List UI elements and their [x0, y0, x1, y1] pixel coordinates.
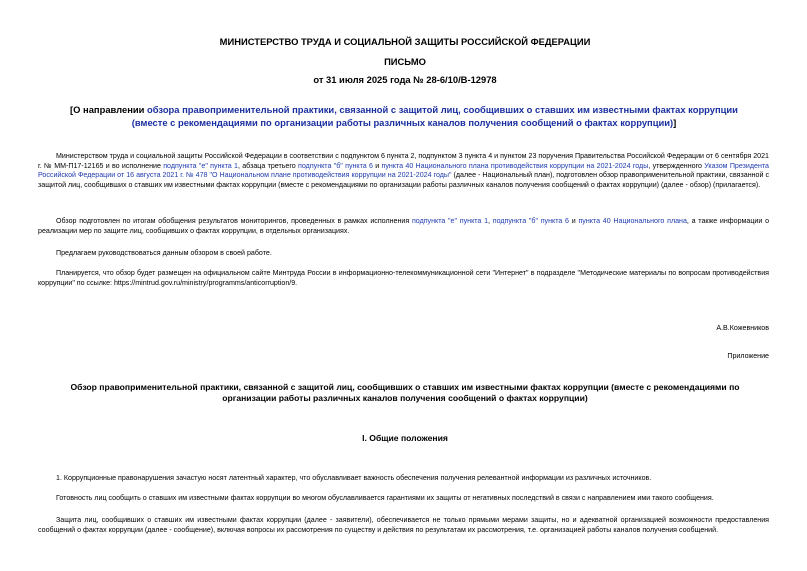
link-subpoint-b-point-6-b[interactable]: подпункта "б" пункта 6	[492, 217, 569, 225]
subject-line	[64, 104, 744, 129]
para1-text-1: Министерством труда и социальной защиты Российской Федерации в соответствии с подпунктом 6 пункта 2, подпунктом 3 пункта 4 и пунктом 23 поручения Правительства Российской Федерации от 6 сентября 2021 г. № ММ-П17-12165 и во исполнение	[38, 152, 769, 170]
review-title: Обзор правоприменительной практики, связанной с защитой лиц, сообщивших о ставших им известными фактах коррупции (вместе с рекомендациями по организации работы различных каналов получения сообщений о фактах коррупции)	[70, 382, 740, 404]
link-point-40-national-plan[interactable]: пункта 40 Национального плана противодействия коррупции на 2021-2024 годы	[381, 161, 649, 170]
paragraph-3: Предлагаем руководствоваться данным обзором в своей работе.	[56, 249, 272, 257]
paragraph-2	[38, 217, 769, 236]
paragraph-4: Планируется, что обзор будет размещен на официальном сайте Минтруда России в информационно-телекоммуникационной сети "Интернет" в подразделе "Методические материалы по вопросам противодействия коррупции" по ссылке: https://mintrud.gov.ru/ministry/programms/anticorruption/9.	[38, 269, 769, 287]
link-point-40-b[interactable]: пункта 40 Национального плана	[578, 217, 687, 225]
ministry-heading: МИНИСТЕРСТВО ТРУДА И СОЦИАЛЬНОЙ ЗАЩИТЫ РОССИЙСКОЙ ФЕДЕРАЦИИ	[219, 36, 591, 47]
section-title: I. Общие положения	[362, 433, 448, 443]
document-type: ПИСЬМО	[384, 56, 426, 67]
para2-text-2: ,	[488, 217, 493, 225]
paragraph-6: Готовность лиц сообщить о ставших им известными фактах коррупции во многом обуславливается гарантиями их защиты от негативных последствий в связи с направлением ими такого сообщения.	[56, 494, 714, 502]
subject-link[interactable]: обзора правоприменительной практики, связанной с защитой лиц, сообщивших о ставших им известными фактах коррупции (вместе с рекомендациями по организации работы различных каналов получения сообщений о фактах коррупции)	[131, 104, 738, 128]
signature: А.В.Кожевников	[716, 324, 769, 332]
para2-text-1: Обзор подготовлен по итогам обобщения результатов мониторингов, проведенных в рамках исполнения	[56, 217, 412, 225]
para1-text-3: и	[372, 161, 382, 170]
link-subpoint-e-point-1[interactable]: подпункта "е" пункта 1	[163, 161, 238, 170]
link-subpoint-b-point-6[interactable]: подпункта "б" пункта 6	[298, 161, 373, 170]
para1-text-4: , утвержденного	[648, 161, 705, 170]
subject-open: [О направлении	[70, 104, 148, 115]
para1-text-5: (далее - Национальный план), подготовлен обзор правоприменительной практики, связанной с защитой лиц, сообщивших о ставших им известными фактах коррупции (вместе с рекомендациями по организации работы различных каналов получения сообщений о фактах коррупции) (далее - обзор) (прилагается).	[38, 171, 769, 190]
para2-text-4: , а также информации о реализации мер по защите лиц, сообщивших о фактах коррупции, в отдельных организациях.	[38, 217, 770, 235]
date-number: от 31 июля 2025 года № 28-6/10/В-12978	[313, 74, 497, 85]
paragraph-7: Защита лиц, сообщивших о ставших им известными фактах коррупции (далее - заявители), обеспечивается не только прямыми мерами защиты, но и адекватной организацией возможности предоставления сообщений о фактах коррупции (далее - сообщение), включая вопросы их рассмотрения по существу и действия по результатам их рассмотрения, т.е. организацией работы каналов получения сообщений.	[38, 516, 769, 534]
paragraph-5: 1. Коррупционные правонарушения зачастую носят латентный характер, что обуславливает важность обеспечения получения релевантной информации из различных источников.	[56, 474, 652, 482]
link-subpoint-e-point-1-b[interactable]: подпункта "е" пункта 1	[411, 217, 489, 225]
appendix-label: Приложение	[727, 352, 769, 360]
subject-close: ]	[673, 116, 677, 128]
para1-text-2: , абзаца третьего	[237, 161, 299, 170]
paragraph-1	[38, 152, 769, 191]
para2-text-3: и	[569, 217, 579, 225]
link-presidential-decree[interactable]: Указом Президента Российской Федерации от 16 августа 2021 г. № 478 "О Национальном плане противодействия коррупции на 2021-2024 годы"	[38, 161, 769, 180]
